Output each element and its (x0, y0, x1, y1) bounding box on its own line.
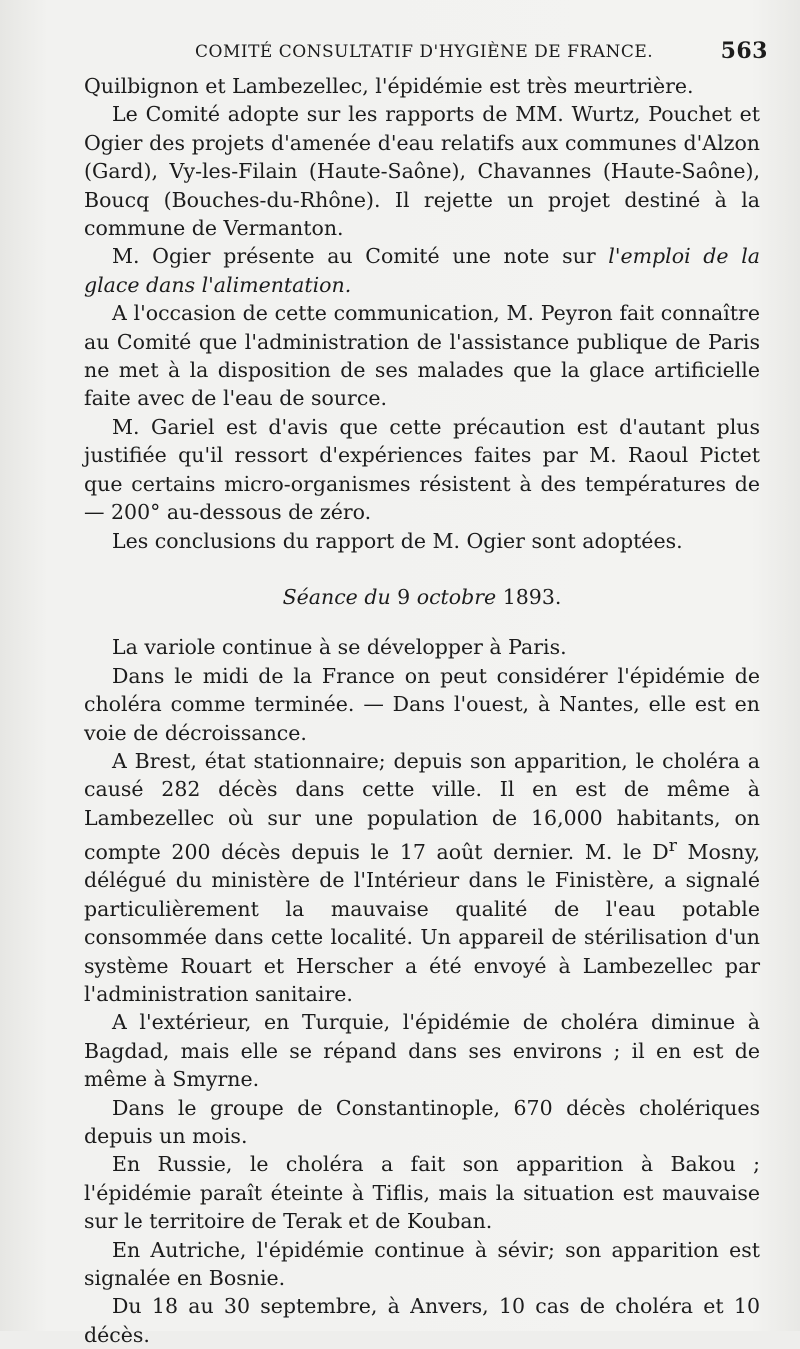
paragraph: Du 18 au 30 septembre, à Anvers, 10 cas de choléra et 10 décès. (84, 1294, 760, 1347)
paragraph: En Russie, le choléra a fait son apparition à Bakou ; l'épidémie paraît éteinte à Tiflis, mais la situation est mauvaise sur le territoire de Terak et de Kouban. (84, 1152, 760, 1234)
paragraph: A Brest, état stationnaire; depuis son apparition, le choléra a causé 282 décès dans cette ville. Il en est de même à Lambezellec où sur une population de 16,000 habitants, on compte 200 décès depuis le 17 août dernier. M. le $D^r$ Mosny, délégué du ministère de l'Intérieur dans le Finistère, a signalé particulièrement la mauvaise qualité de l'eau potable consommée dans cette localité. Un appareil de stérilisation d'un système Rouart et Herscher a été envoyé à Lambezellec par l'administration sanitaire. (84, 748, 760, 1007)
paragraph-text: M. Ogier présente au Comité une note sur (112, 244, 609, 269)
paragraph: La variole continue à se développer à Paris. (112, 635, 567, 660)
section-heading: Séance du 9 octobre 1893. (282, 584, 562, 609)
paragraph: Dans le groupe de Constantinople, 670 décès cholériques depuis un mois. (84, 1095, 760, 1149)
paragraph: A l'extérieur, en Turquie, l'épidémie de choléra diminue à Bagdad, mais elle se répand dans ses environs ; il en est de même à Smyrne. (84, 1010, 760, 1092)
running-header (195, 38, 768, 68)
paragraph: M. Gariel est d'avis que cette précaution est d'autant plus justifiée qu'il ressort d'expériences faites par M. Raoul Pictet que certains micro-organismes résistent à des températures de — 200° au-dessous de zéro. (84, 414, 760, 525)
superscript: r (668, 836, 677, 857)
paragraph: Dans le midi de la France on peut considérer l'épidémie de choléra comme terminée. — Dans l'ouest, à Nantes, elle est en voie de décroissance. (84, 663, 760, 745)
paragraph: Les conclusions du rapport de M. Ogier sont adoptées. (112, 528, 683, 553)
italic-title: l'emploi de la glace dans l'alimentation. (84, 244, 760, 297)
page-number: 563 (720, 38, 768, 64)
paragraph: A l'occasion de cette communication, M. Peyron fait connaître au Comité que l'administration de l'assistance publique de Paris ne met à la disposition de ses malades que la glace artificielle faite avec de l'eau de source. (84, 301, 760, 411)
running-title: COMITÉ CONSULTATIF D'HYGIÈNE DE FRANCE. (195, 42, 654, 62)
page-body (84, 72, 760, 1349)
paragraph: En Autriche, l'épidémie continue à sévir; son apparition est signalée en Bosnie. (84, 1237, 760, 1291)
paragraph (84, 242, 760, 299)
paragraph: Le Comité adopte sur les rapports de MM. Wurtz, Pouchet et Ogier des projets d'amenée d'eau relatifs aux communes d'Alzon (Gard), Vy-les-Filain (Haute-Saône), Chavannes (Haute-Saône), Boucq (Bouches-du-Rhône). Il rejette un projet destiné à la commune de Vermanton. (84, 102, 760, 241)
paragraph: Quilbignon et Lambezellec, l'épidémie est très meurtrière. (84, 74, 694, 98)
